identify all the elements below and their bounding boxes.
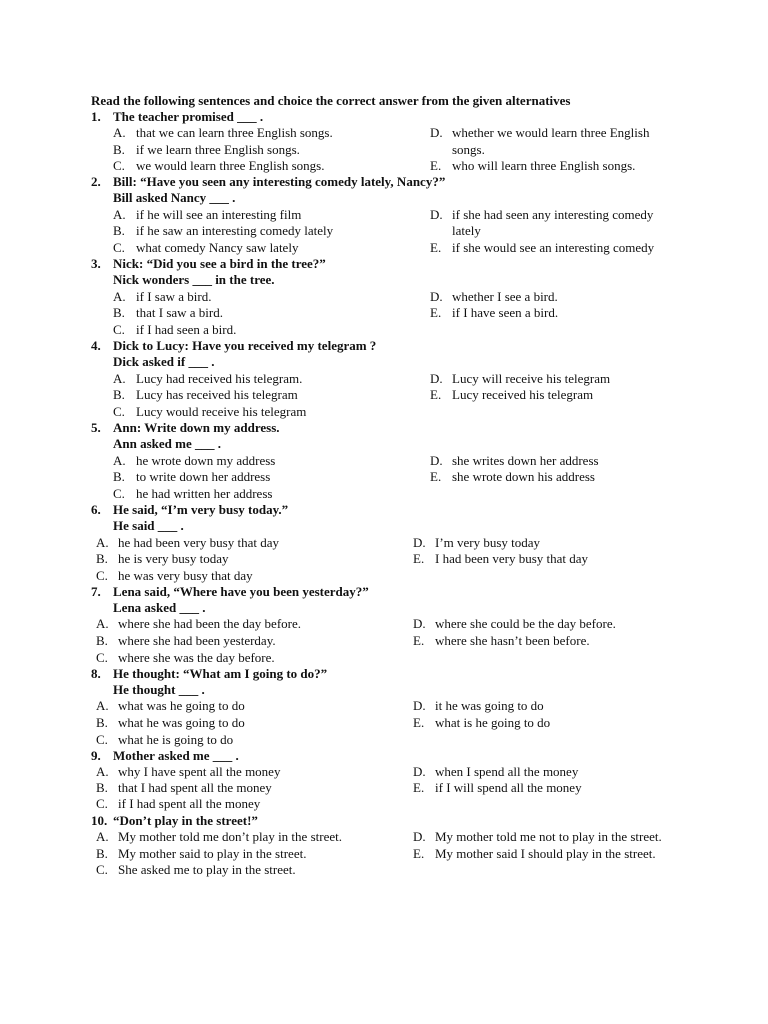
question-stem: Dick asked if ___ . (113, 354, 215, 369)
option-letter: B. (113, 305, 125, 320)
option-text: Lucy had received his telegram. (136, 371, 303, 386)
option-letter: E. (430, 305, 442, 320)
option-letter: D. (430, 453, 443, 468)
option-letter: E. (430, 240, 442, 255)
option-text: if I saw a bird. (136, 289, 212, 304)
question-stem: Bill asked Nancy ___ . (113, 190, 236, 205)
question-number: 10. (91, 813, 108, 828)
option-letter: C. (96, 568, 108, 583)
option-text: where she had been yesterday. (118, 633, 276, 648)
option-letter: C. (113, 486, 125, 501)
option-text: where she was the day before. (118, 650, 275, 665)
option-letter: B. (96, 715, 108, 730)
option-letter: A. (113, 125, 126, 140)
question-stem: Bill: “Have you seen any interesting comedy lately, Nancy?” (113, 174, 446, 189)
option-letter: D. (430, 125, 443, 140)
option-text: Lucy received his telegram (452, 387, 594, 402)
option-letter: B. (113, 142, 125, 157)
option-letter: B. (96, 633, 108, 648)
option-text: what he was going to do (118, 715, 245, 730)
option-text: if I will spend all the money (435, 780, 582, 795)
question-stem: Dick to Lucy: Have you received my telegram ? (113, 338, 377, 353)
option-letter: E. (430, 387, 442, 402)
option-text: why I have spent all the money (118, 764, 281, 779)
option-text: what he is going to do (118, 732, 234, 747)
question-stem: Mother asked me ___ . (113, 748, 239, 763)
option-letter: B. (96, 846, 108, 861)
option-text: he had been very busy that day (118, 535, 280, 550)
option-text-continued: lately (452, 223, 481, 238)
option-text: My mother said I should play in the street. (435, 846, 656, 861)
option-text: My mother told me don’t play in the street. (118, 829, 342, 844)
question-number: 9. (91, 748, 101, 763)
option-text: if I had spent all the money (118, 796, 261, 811)
option-text: if I had seen a bird. (136, 322, 237, 337)
option-text: where she had been the day before. (118, 616, 301, 631)
option-text: he had written her address (136, 486, 273, 501)
question-number: 3. (91, 256, 101, 271)
option-text: I had been very busy that day (435, 551, 589, 566)
option-text: Lucy has received his telegram (136, 387, 298, 402)
option-letter: E. (413, 551, 425, 566)
option-letter: E. (413, 846, 425, 861)
instruction-heading: Read the following sentences and choice the correct answer from the given alternatives (91, 93, 571, 108)
option-text: whether I see a bird. (452, 289, 558, 304)
option-letter: A. (113, 371, 126, 386)
option-text: if he will see an interesting film (136, 207, 302, 222)
option-text: My mother told me not to play in the street. (435, 829, 662, 844)
option-text: I’m very busy today (435, 535, 541, 550)
option-text: she wrote down his address (452, 469, 595, 484)
option-letter: A. (96, 698, 109, 713)
option-letter: C. (113, 404, 125, 419)
option-letter: C. (96, 650, 108, 665)
option-text: Lucy would receive his telegram (136, 404, 307, 419)
option-letter: C. (96, 796, 108, 811)
option-letter: E. (413, 715, 425, 730)
question-stem: Lena said, “Where have you been yesterday?” (113, 584, 369, 599)
option-letter: B. (113, 469, 125, 484)
option-letter: E. (413, 633, 425, 648)
option-letter: A. (96, 829, 109, 844)
option-letter: A. (113, 289, 126, 304)
option-letter: D. (430, 207, 443, 222)
question-number: 6. (91, 502, 101, 517)
question-stem: Nick: “Did you see a bird in the tree?” (113, 256, 326, 271)
option-letter: C. (113, 240, 125, 255)
option-letter: A. (96, 616, 109, 631)
option-text: to write down her address (136, 469, 271, 484)
option-text: what was he going to do (118, 698, 245, 713)
question-stem: He thought ___ . (113, 682, 205, 697)
option-text: that we can learn three English songs. (136, 125, 333, 140)
question-number: 2. (91, 174, 101, 189)
question-stem: Ann asked me ___ . (113, 436, 221, 451)
option-letter: C. (113, 322, 125, 337)
option-letter: D. (430, 289, 443, 304)
option-text: if I have seen a bird. (452, 305, 559, 320)
option-letter: A. (113, 453, 126, 468)
option-letter: E. (430, 158, 442, 173)
option-letter: E. (413, 780, 425, 795)
option-letter: A. (113, 207, 126, 222)
option-letter: B. (113, 387, 125, 402)
option-letter: C. (96, 732, 108, 747)
question-number: 7. (91, 584, 101, 599)
option-text-continued: songs. (452, 142, 485, 157)
option-letter: D. (413, 616, 426, 631)
option-text: we would learn three English songs. (136, 158, 325, 173)
option-letter: D. (413, 698, 426, 713)
option-letter: B. (96, 551, 108, 566)
option-text: who will learn three English songs. (452, 158, 636, 173)
question-stem: He said, “I’m very busy today.” (113, 502, 289, 517)
option-letter: C. (113, 158, 125, 173)
option-text: if we learn three English songs. (136, 142, 300, 157)
option-text: he was very busy that day (118, 568, 253, 583)
option-letter: E. (430, 469, 442, 484)
option-text: that I saw a bird. (136, 305, 224, 320)
option-text: when I spend all the money (435, 764, 579, 779)
question-stem: “Don’t play in the street!” (113, 813, 258, 828)
option-text: She asked me to play in the street. (118, 862, 296, 877)
question-stem: The teacher promised ___ . (113, 109, 264, 124)
option-text: Lucy will receive his telegram (452, 371, 611, 386)
option-letter: A. (96, 764, 109, 779)
question-number: 8. (91, 666, 101, 681)
option-text: what is he going to do (435, 715, 551, 730)
question-stem: Nick wonders ___ in the tree. (113, 272, 275, 287)
option-text: it he was going to do (435, 698, 544, 713)
option-text: whether we would learn three English (452, 125, 650, 140)
option-text: if she would see an interesting comedy (452, 240, 655, 255)
option-text: that I had spent all the money (118, 780, 272, 795)
option-text: what comedy Nancy saw lately (136, 240, 299, 255)
option-letter: D. (413, 764, 426, 779)
question-stem: He said ___ . (113, 518, 184, 533)
option-letter: C. (96, 862, 108, 877)
question-stem: Lena asked ___ . (113, 600, 206, 615)
question-number: 4. (91, 338, 101, 353)
question-stem: He thought: “What am I going to do?” (113, 666, 328, 681)
option-text: where she could be the day before. (435, 616, 616, 631)
option-text: she writes down her address (452, 453, 599, 468)
option-letter: B. (96, 780, 108, 795)
option-letter: D. (430, 371, 443, 386)
option-text: where she hasn’t been before. (435, 633, 590, 648)
option-letter: D. (413, 829, 426, 844)
option-text: he is very busy today (118, 551, 229, 566)
question-number: 1. (91, 109, 101, 124)
option-text: if she had seen any interesting comedy (452, 207, 654, 222)
option-text: My mother said to play in the street. (118, 846, 307, 861)
option-letter: A. (96, 535, 109, 550)
question-stem: Ann: Write down my address. (113, 420, 280, 435)
option-text: he wrote down my address (136, 453, 276, 468)
question-number: 5. (91, 420, 101, 435)
option-letter: B. (113, 223, 125, 238)
option-text: if he saw an interesting comedy lately (136, 223, 334, 238)
option-letter: D. (413, 535, 426, 550)
